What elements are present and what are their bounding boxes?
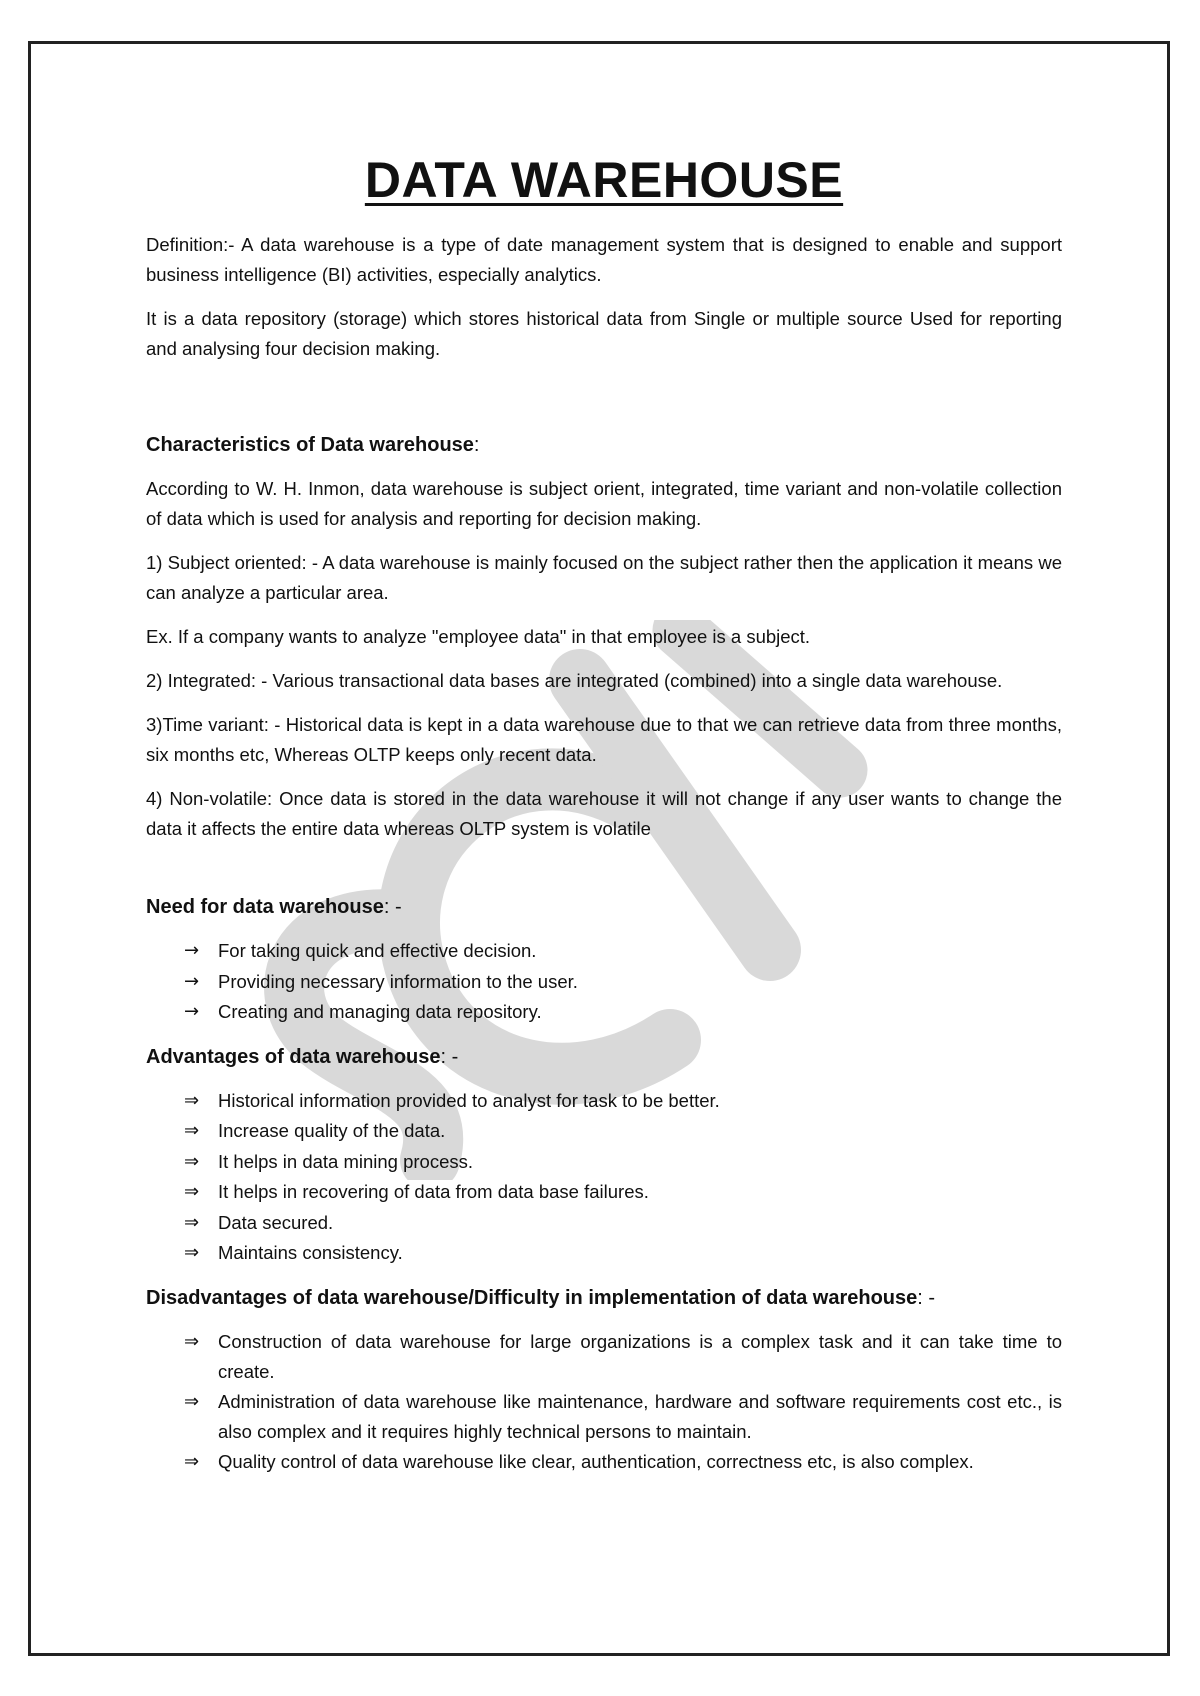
integrated-paragraph: 2) Integrated: - Various transactional data bases are integrated (combined) into a single data warehouse.: [146, 670, 1003, 691]
disadvantages-heading: Disadvantages of data warehouse/Difficulty in implementation of data warehouse: -: [146, 1286, 936, 1309]
list-item: → For taking quick and effective decision.: [146, 936, 1062, 967]
right-arrow-icon: →: [184, 1001, 200, 1022]
disadvantages-list: [146, 1327, 1062, 1477]
double-arrow-icon: ⇒: [184, 1150, 200, 1172]
subject-oriented-paragraph: 1) Subject oriented: - A data warehouse is mainly focused on the subject rather then the application it means we can analyze a particular area.: [146, 552, 1062, 603]
list-item: ⇒ It helps in recovering of data from data base failures.: [146, 1177, 1062, 1208]
need-heading: Need for data warehouse: -: [146, 896, 402, 918]
double-arrow-icon: ⇒: [184, 1211, 200, 1233]
double-arrow-icon: ⇒: [184, 1120, 200, 1141]
list-item: ⇒ Administration of data warehouse like maintenance, hardware and software requirements cost etc., is also complex and it requires highly technical persons to maintain.: [146, 1387, 1062, 1447]
example-paragraph: Ex. If a company wants to analyze "employee data" in that employee is a subject.: [146, 626, 811, 647]
non-volatile-paragraph: 4) Non-volatile: Once data is stored in the data warehouse it will not change if any user wants to change the data it affects the entire data whereas OLTP system is volatile: [146, 788, 1062, 839]
page-title: DATA WAREHOUSE: [364, 152, 844, 208]
inmon-paragraph: According to W. H. Inmon, data warehouse is subject orient, integrated, time variant and non-volatile collection of data which is used for analysis and reporting for decision making.: [146, 478, 1062, 529]
double-arrow-icon: ⇒: [184, 1089, 200, 1111]
list-item: ⇒ Construction of data warehouse for large organizations is a complex task and it can take time to create.: [146, 1327, 1062, 1387]
list-item: ⇒ Historical information provided to analyst for task to be better.: [146, 1086, 1062, 1117]
definition-paragraph: Definition:- A data warehouse is a type of date management system that is designed to enable and support business intelligence (BI) activities, especially analytics.: [146, 234, 1062, 285]
list-item: ⇒ Quality control of data warehouse like clear, authentication, correctness etc, is also complex.: [146, 1447, 1062, 1477]
time-variant-paragraph: 3)Time variant: - Historical data is kept in a data warehouse due to that we can retrieve data from three months, six months etc, Whereas OLTP keeps only recent data.: [146, 714, 1062, 765]
document-body: [146, 150, 1062, 1491]
need-list: [146, 936, 1062, 1028]
characteristics-heading: Characteristics of Data warehouse:: [146, 434, 480, 456]
list-item: ⇒ Increase quality of the data.: [146, 1116, 1062, 1147]
right-arrow-icon: →: [184, 940, 200, 961]
double-arrow-icon: ⇒: [184, 1242, 200, 1263]
right-arrow-icon: →: [184, 970, 200, 992]
double-arrow-icon: ⇒: [184, 1181, 200, 1202]
double-arrow-icon: ⇒: [184, 1390, 200, 1412]
list-item: → Creating and managing data repository.: [146, 997, 1062, 1028]
list-item: → Providing necessary information to the user.: [146, 967, 1062, 998]
advantages-list: [146, 1086, 1062, 1269]
advantages-heading: Advantages of data warehouse: -: [146, 1045, 459, 1068]
double-arrow-icon: ⇒: [184, 1450, 200, 1472]
repository-paragraph: It is a data repository (storage) which stores historical data from Single or multiple source Used for reporting and analysing four decision making.: [146, 308, 1062, 359]
list-item: ⇒ Data secured.: [146, 1208, 1062, 1239]
double-arrow-icon: ⇒: [184, 1330, 200, 1352]
list-item: ⇒ It helps in data mining process.: [146, 1147, 1062, 1178]
list-item: ⇒ Maintains consistency.: [146, 1238, 1062, 1269]
